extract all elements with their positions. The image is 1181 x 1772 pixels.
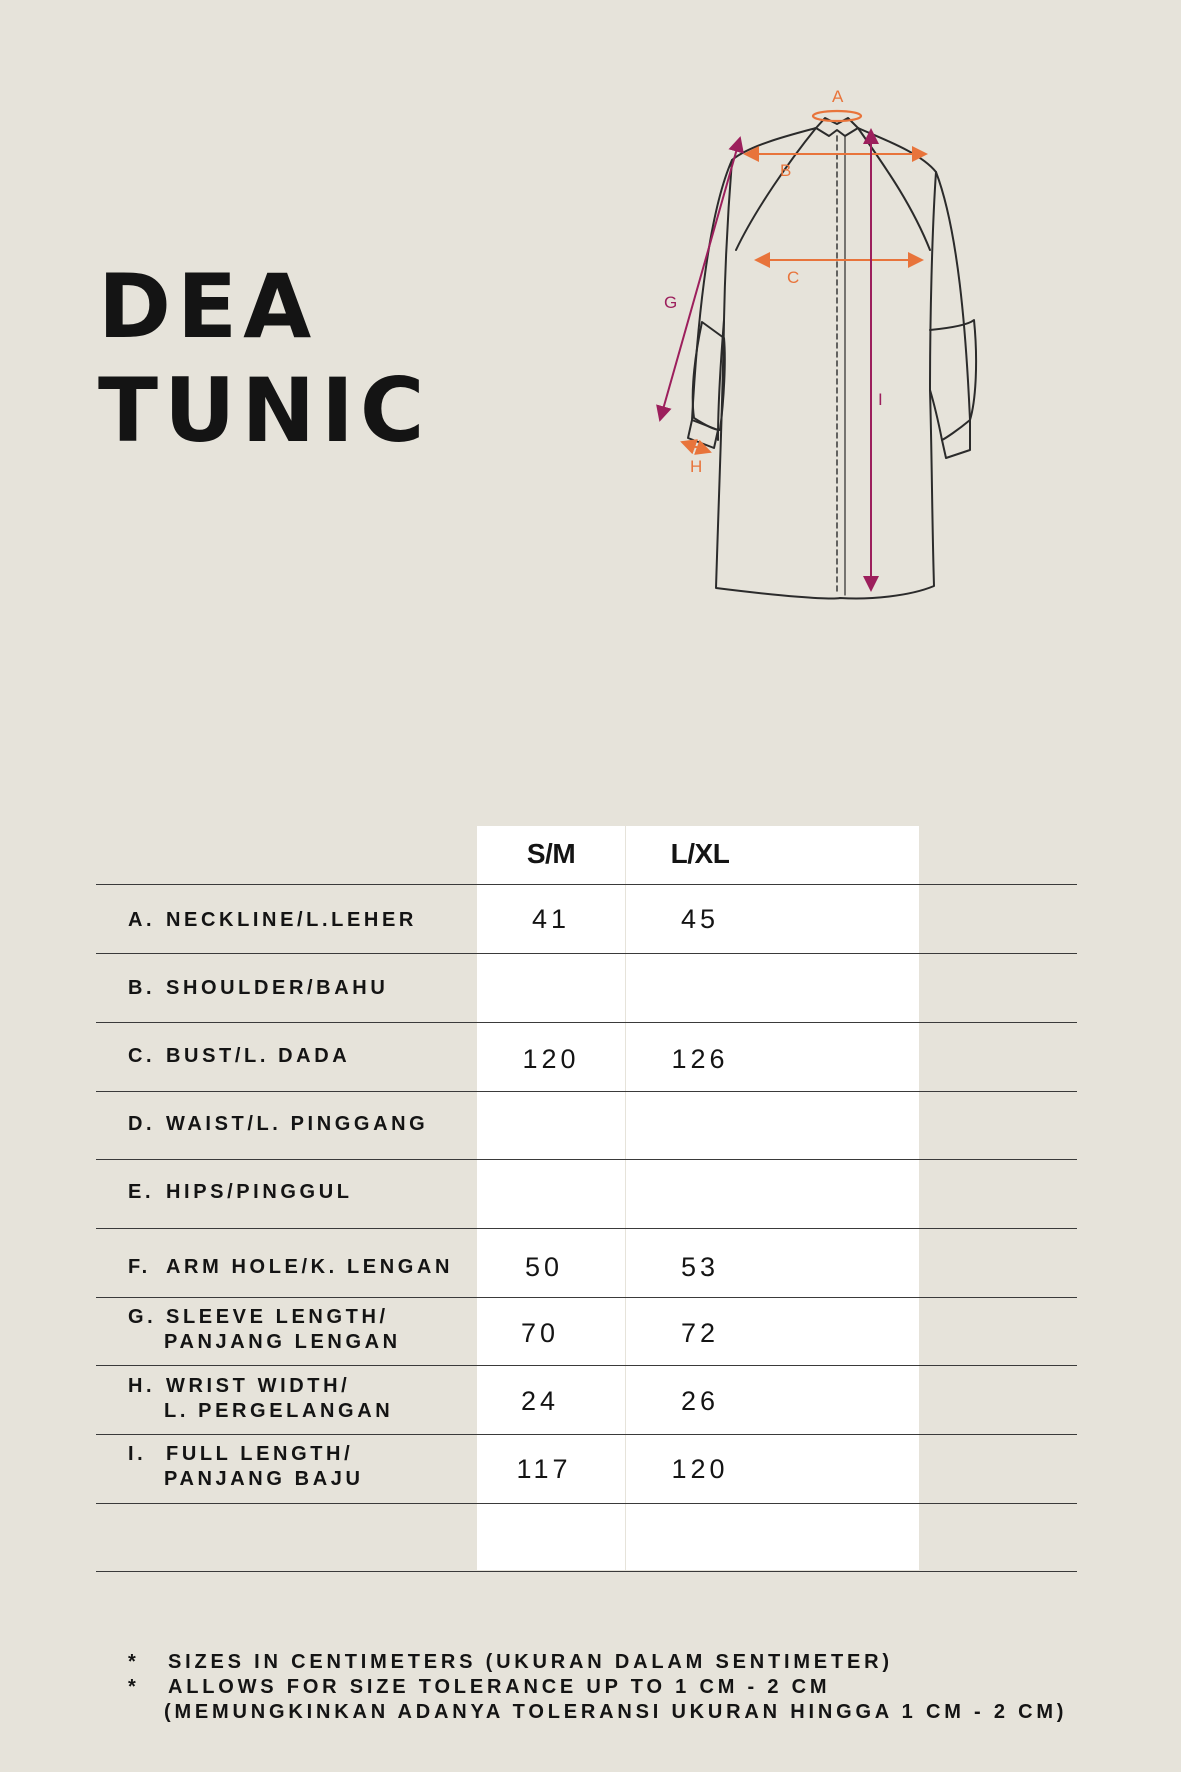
table-row-label [128, 1442, 364, 1492]
row-letter: A. [128, 909, 156, 931]
row-label-text: WAIST/L. PINGGANG [166, 1113, 429, 1135]
row-label-text: ARM HOLE/K. LENGAN [166, 1256, 454, 1278]
value-sm: 24 [520, 1386, 560, 1416]
note-line-3: (MEMUNGKINKAN ADANYA TOLERANSI UKURAN HINGGA 1 CM - 2 CM) [164, 1701, 1068, 1723]
value-sm: 117 [516, 1454, 572, 1484]
table-rule [96, 1297, 1077, 1298]
value-lxl: 45 [680, 904, 720, 934]
value-lxl: 53 [680, 1252, 720, 1282]
row-label-text-line2: PANJANG LENGAN [164, 1331, 401, 1353]
row-letter: D. [128, 1113, 156, 1135]
table-row-label [128, 1112, 428, 1137]
value-lxl: 72 [680, 1318, 720, 1348]
row-letter: C. [128, 1045, 156, 1067]
note-bullet: * [128, 1651, 140, 1673]
value-lxl: 120 [671, 1454, 729, 1484]
table-rule [96, 1159, 1077, 1160]
row-label-text: FULL LENGTH/ [166, 1443, 354, 1465]
table-row-label [128, 908, 417, 933]
row-label-text: WRIST WIDTH/ [166, 1375, 351, 1397]
row-label-text: BUST/L. DADA [166, 1045, 351, 1067]
table-row-label [128, 1180, 353, 1205]
table-row-label [128, 976, 388, 1001]
row-label-text-line2: PANJANG BAJU [164, 1468, 364, 1490]
header-lxl: L/XL [670, 838, 730, 869]
table-row-label [128, 1255, 453, 1280]
value-lxl: 126 [671, 1044, 729, 1074]
header-sm: S/M [526, 838, 576, 869]
table-row-label [128, 1044, 350, 1069]
size-column-empty [772, 826, 919, 1570]
table-rule [96, 1503, 1077, 1504]
note-line-1: SIZES IN CENTIMETERS (UKURAN DALAM SENTIMETER) [168, 1651, 893, 1673]
value-sm: 41 [531, 904, 571, 934]
table-rule [96, 1571, 1077, 1572]
row-letter: H. [128, 1375, 156, 1397]
size-notes [128, 1650, 1067, 1725]
row-label-text: HIPS/PINGGUL [166, 1181, 353, 1203]
value-sm: 50 [524, 1252, 564, 1282]
row-label-text-line2: L. PERGELANGAN [164, 1400, 394, 1422]
table-rule [96, 1022, 1077, 1023]
note-line-2: ALLOWS FOR SIZE TOLERANCE UP TO 1 CM - 2 CM [168, 1676, 831, 1698]
title-line-2: TUNIC [98, 359, 431, 462]
label-g: G [664, 293, 678, 312]
row-label-text: NECKLINE/L.LEHER [166, 909, 417, 931]
tunic-outline [688, 118, 976, 599]
label-h: H [690, 457, 703, 476]
title-line-1: DEA [98, 255, 318, 358]
value-lxl: 26 [680, 1386, 720, 1416]
table-rule [96, 1365, 1077, 1366]
product-title [98, 255, 430, 463]
row-letter: G. [128, 1306, 157, 1328]
value-sm: 120 [522, 1044, 580, 1074]
table-row-label [128, 1374, 393, 1424]
table-rule [96, 953, 1077, 954]
row-letter: E. [128, 1181, 155, 1203]
table-rule [96, 1228, 1077, 1229]
table-rule [96, 1434, 1077, 1435]
label-b: B [780, 161, 792, 180]
row-letter: I. [128, 1443, 147, 1465]
row-label-text: SHOULDER/BAHU [166, 977, 389, 999]
note-bullet: * [128, 1676, 140, 1698]
table-row-label [128, 1305, 401, 1355]
label-i: I [878, 390, 883, 409]
row-label-text: SLEEVE LENGTH/ [166, 1306, 389, 1328]
row-letter: F. [128, 1256, 151, 1278]
row-letter: B. [128, 977, 156, 999]
value-sm: 70 [520, 1318, 560, 1348]
tunic-measurement-diagram [640, 90, 1020, 610]
label-a: A [832, 90, 844, 106]
label-c: C [787, 268, 800, 287]
table-rule [96, 884, 1077, 885]
table-rule [96, 1091, 1077, 1092]
